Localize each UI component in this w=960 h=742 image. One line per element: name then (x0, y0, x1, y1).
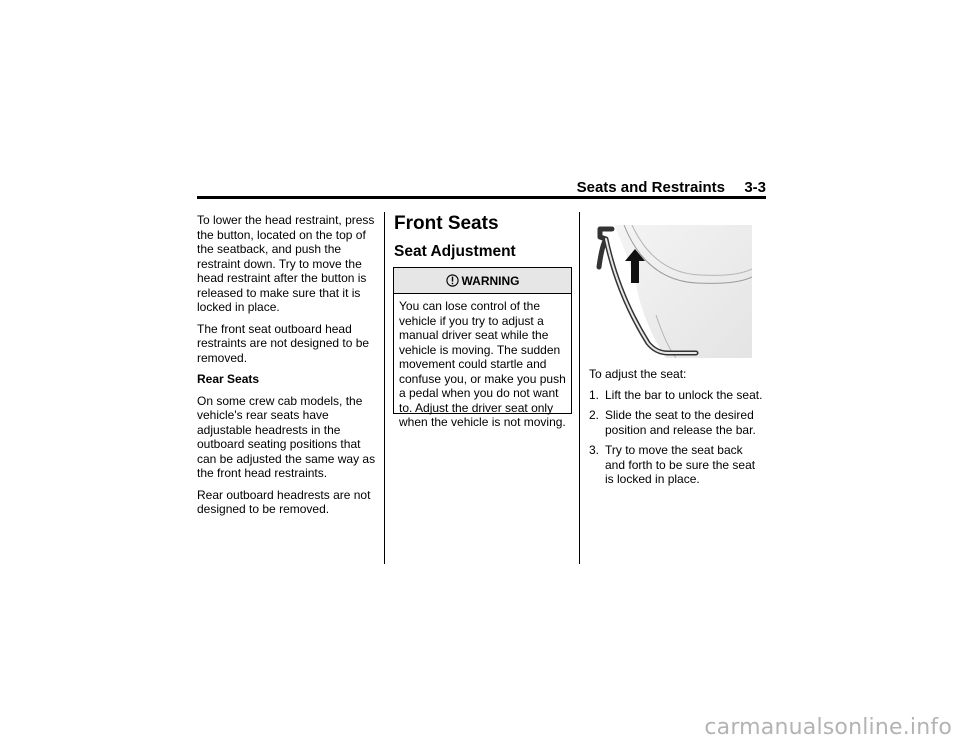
column-divider-left (384, 212, 385, 564)
warning-text: You can lose control of the vehicle if you try to adjust a manual driver seat while the vehicle is moving. The sudden movement could startle and confuse you, or make you push a pedal when you do not want to. Adjust the driver seat only when the vehicle is not moving. (399, 299, 566, 429)
paragraph: Rear outboard headrests are not designed to be removed. (197, 487, 371, 516)
step-item (589, 443, 764, 487)
left-column (197, 213, 379, 524)
header-rule (197, 196, 766, 199)
steps-intro: To adjust the seat: (589, 367, 687, 381)
warning-label: WARNING (461, 273, 520, 288)
step-item (589, 408, 764, 437)
page-number: 3-3 (744, 179, 766, 196)
step-text: Lift the bar to unlock the seat. (605, 387, 763, 402)
heading-seat-adjustment: Seat Adjustment (394, 243, 516, 260)
step-number: 3. (589, 443, 600, 457)
step-item (589, 388, 764, 403)
watermark: carmanualsonline.info (704, 715, 952, 740)
step-number: 1. (589, 387, 600, 402)
step-number: 2. (589, 408, 600, 422)
step-text: Slide the seat to the desired position and release the bar. (605, 408, 756, 437)
right-column-steps (589, 367, 764, 493)
step-text: Try to move the seat back and forth to be sure the seat is locked in place. (605, 443, 756, 486)
subhead-rear-seats: Rear Seats (197, 372, 260, 386)
heading-front-seats: Front Seats (394, 213, 499, 234)
seat-adjust-bar-illustration (596, 225, 752, 358)
warning-box (393, 267, 572, 429)
paragraph: On some crew cab models, the vehicle's rear seats have adjustable headrests in the outboard seating positions that can be adjusted the same way as the front head restraints. (197, 393, 376, 480)
page-header-title: Seats and Restraints (576, 179, 725, 196)
paragraph: The front seat outboard head restraints are not designed to be removed. (197, 321, 370, 365)
column-divider-right (579, 212, 580, 564)
warning-icon (446, 274, 459, 287)
paragraph: To lower the head restraint, press the button, located on the top of the seatback, and push the restraint down. Try to move the head restraint after the button is released to make sure that it is locked in place. (197, 213, 375, 314)
warning-header (394, 268, 571, 294)
